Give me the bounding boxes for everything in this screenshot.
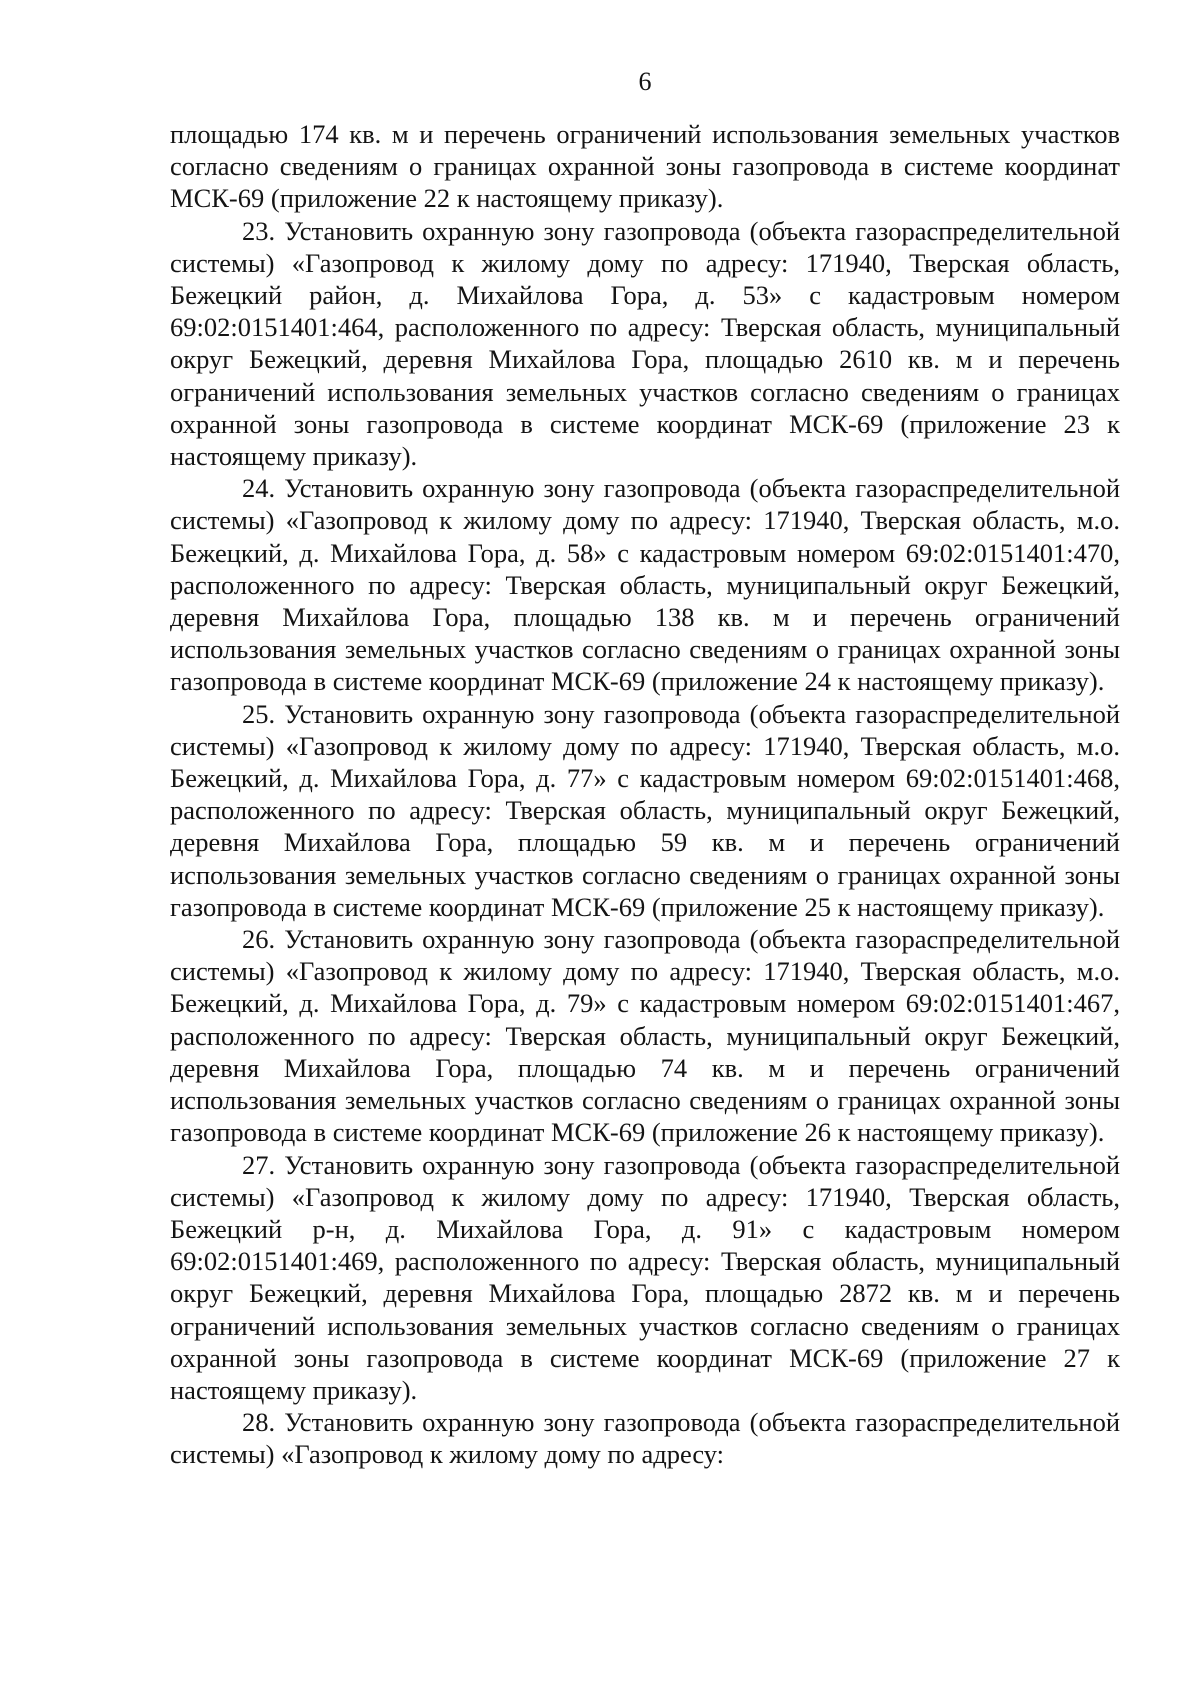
paragraph-item-24: 24. Установить охранную зону газопровода (объекта газораспределительной системы) «Газопровод к жилому дому по адресу: 171940, Тверская область, м.о. Бежецкий, д. Михайлова Гора, д. 58» с кадастровым номером 69:02:0151401:470, расположенного по адресу: Тверская область, муниципальный округ Бежецкий, деревня Михайлова Гора, площадью 138 кв. м и перечень ограничений использования земельных участков согласно сведениям о границах охранной зоны газопровода в системе координат МСК-69 (приложение 24 к настоящему приказу).	[170, 473, 1120, 697]
paragraph-item-25: 25. Установить охранную зону газопровода (объекта газораспределительной системы) «Газопровод к жилому дому по адресу: 171940, Тверская область, м.о. Бежецкий, д. Михайлова Гора, д. 77» с кадастровым номером 69:02:0151401:468, расположенного по адресу: Тверская область, муниципальный округ Бежецкий, деревня Михайлова Гора, площадью 59 кв. м и перечень ограничений использования земельных участков согласно сведениям о границах охранной зоны газопровода в системе координат МСК-69 (приложение 25 к настоящему приказу).	[170, 698, 1120, 922]
paragraph-item-23: 23. Установить охранную зону газопровода (объекта газораспределительной системы) «Газопровод к жилому дому по адресу: 171940, Тверская область, Бежецкий район, д. Михайлова Гора, д. 53» с кадастровым номером 69:02:0151401:464, расположенного по адресу: Тверская область, муниципальный округ Бежецкий, деревня Михайлова Гора, площадью 2610 кв. м и перечень ограничений использования земельных участков согласно сведениям о границах охранной зоны газопровода в системе координат МСК-69 (приложение 23 к настоящему приказу).	[170, 215, 1120, 472]
page-number: 6	[638, 67, 652, 96]
paragraph-item-26: 26. Установить охранную зону газопровода (объекта газораспределительной системы) «Газопровод к жилому дому по адресу: 171940, Тверская область, м.о. Бежецкий, д. Михайлова Гора, д. 79» с кадастровым номером 69:02:0151401:467, расположенного по адресу: Тверская область, муниципальный округ Бежецкий, деревня Михайлова Гора, площадью 74 кв. м и перечень ограничений использования земельных участков согласно сведениям о границах охранной зоны газопровода в системе координат МСК-69 (приложение 26 к настоящему приказу).	[170, 924, 1120, 1148]
document-body	[170, 118, 1120, 1471]
paragraph-item-27: 27. Установить охранную зону газопровода (объекта газораспределительной системы) «Газопровод к жилому дому по адресу: 171940, Тверская область, Бежецкий р-н, д. Михайлова Гора, д. 91» с кадастровым номером 69:02:0151401:469, расположенного по адресу: Тверская область, муниципальный округ Бежецкий, деревня Михайлова Гора, площадью 2872 кв. м и перечень ограничений использования земельных участков согласно сведениям о границах охранной зоны газопровода в системе координат МСК-69 (приложение 27 к настоящему приказу).	[170, 1149, 1120, 1405]
paragraph-continuation: площадью 174 кв. м и перечень ограничений использования земельных участков согласно сведениям о границах охранной зоны газопровода в системе координат МСК-69 (приложение 22 к настоящему приказу).	[170, 119, 1120, 214]
paragraph-item-28: 28. Установить охранную зону газопровода (объекта газораспределительной системы) «Газопровод к жилому дому по адресу:	[170, 1407, 1120, 1470]
